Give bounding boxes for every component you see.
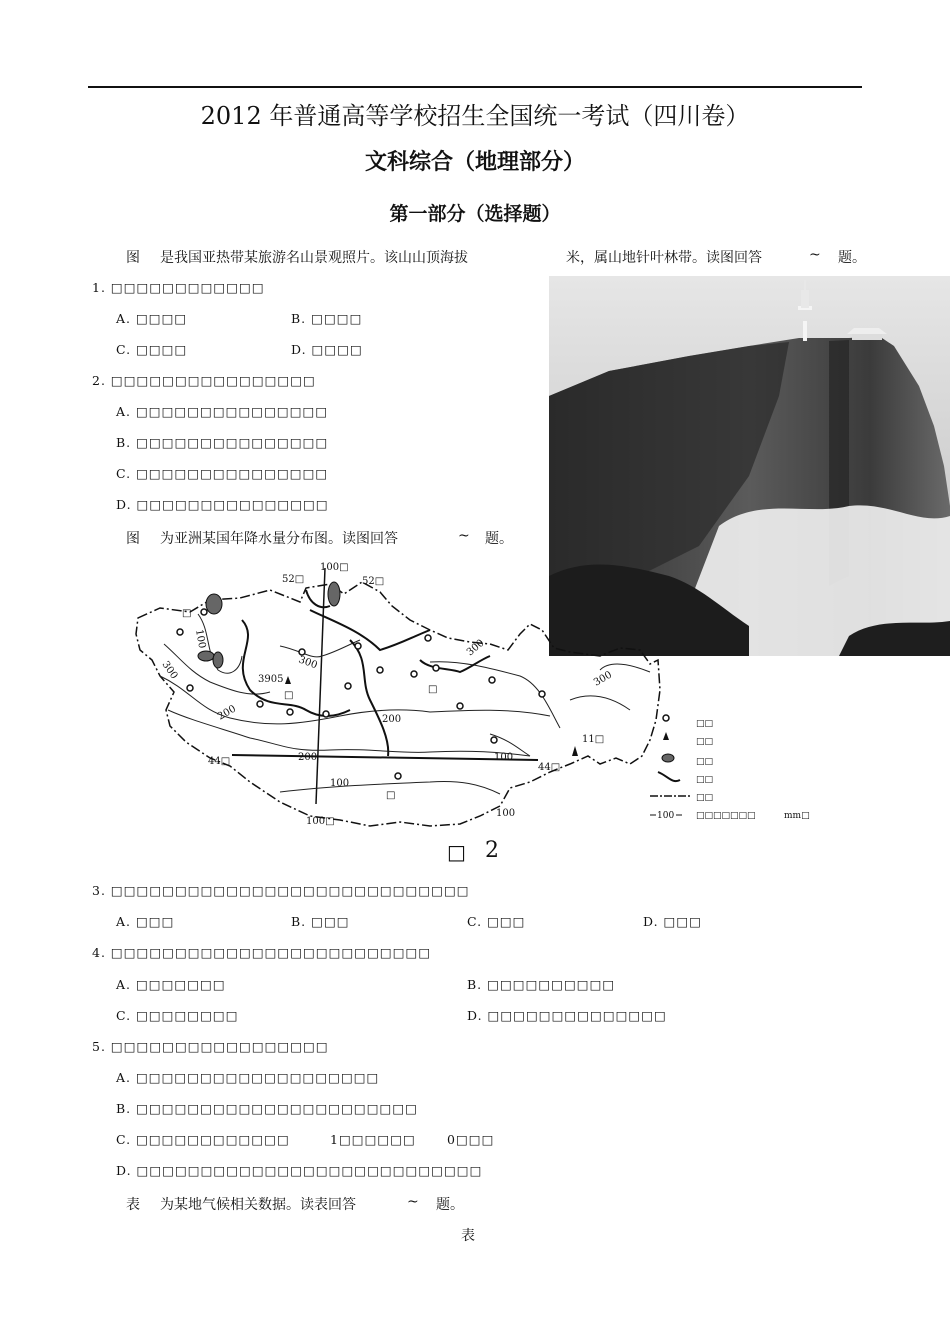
q4-option-c: C. □□□□□□□□ bbox=[116, 1008, 239, 1023]
label-lat52-right: 52□ bbox=[362, 576, 385, 587]
label-iso-100b: 100 bbox=[330, 778, 350, 789]
map-legend bbox=[650, 715, 810, 821]
meridian-100 bbox=[316, 568, 325, 804]
label-lat44-left: 44□ bbox=[208, 756, 231, 767]
fig2-label: □ bbox=[447, 840, 466, 864]
label-iso-100c: 100 bbox=[494, 752, 514, 763]
intro2-fig: 图 bbox=[126, 531, 140, 547]
legend-river: □□ bbox=[696, 775, 714, 785]
q3-option-b: B. □□□ bbox=[291, 914, 350, 929]
legend-border: □□ bbox=[696, 793, 714, 803]
legend-city: □□ bbox=[696, 719, 714, 729]
country-border bbox=[136, 582, 660, 826]
q3-option-c: C. □□□ bbox=[467, 914, 526, 929]
intro1-end: 题。 bbox=[838, 250, 866, 266]
section-title: 第一部分（选择题） bbox=[389, 203, 561, 225]
precipitation-map bbox=[130, 560, 810, 830]
peak-marker bbox=[285, 676, 291, 684]
label-lat44-right: 44□ bbox=[538, 762, 561, 773]
intro2-end: 题。 bbox=[485, 531, 513, 547]
lake-4 bbox=[213, 652, 223, 668]
precipitation-map-svg bbox=[130, 560, 810, 830]
peak-marker-2 bbox=[572, 746, 578, 756]
intro2-text: 为亚洲某国年降水量分布图。读图回答 bbox=[160, 531, 398, 547]
q3-option-d: D. □□□ bbox=[643, 914, 702, 929]
q4-option-a: A. □□□□□□□ bbox=[116, 977, 226, 992]
q5-option-c-part2: 1□□□□□□ bbox=[330, 1132, 416, 1147]
intro3-text: 为某地气候相关数据。读表回答 bbox=[160, 1197, 356, 1213]
intro1-text2: 米，属山地针叶林带。读图回答 bbox=[566, 250, 762, 266]
label-iso-100d: 100 bbox=[496, 808, 516, 819]
label-iso-100a: 100 bbox=[193, 628, 208, 650]
legend-iso-sample: 100 bbox=[657, 811, 675, 821]
label-lat52-left: 52□ bbox=[282, 574, 305, 585]
intro3-table: 表 bbox=[126, 1197, 140, 1213]
q2-option-c: C. □□□□□□□□□□□□□□□ bbox=[116, 466, 329, 481]
lake-1 bbox=[206, 594, 222, 614]
label-iso-300a: 300 bbox=[159, 659, 180, 682]
intro1-fig: 图 bbox=[126, 250, 140, 266]
q4-option-d: D. □□□□□□□□□□□□□□ bbox=[467, 1008, 667, 1023]
q1-option-d: D. □□□□ bbox=[291, 342, 363, 357]
header-rule bbox=[88, 86, 862, 88]
label-mark4: □ bbox=[386, 790, 396, 801]
intro1-tilde: ~ bbox=[809, 247, 821, 263]
q5-option-d: D. □□□□□□□□□□□□□□□□□□□□□□□□□□□ bbox=[116, 1163, 483, 1178]
q4-option-b: B. □□□□□□□□□□ bbox=[467, 977, 616, 992]
lake-2 bbox=[328, 582, 340, 606]
intro1-text: 是我国亚热带某旅游名山景观照片。该山山顶海拔 bbox=[160, 250, 468, 266]
label-iso-300c: 300 bbox=[464, 637, 487, 659]
q2-option-b: B. □□□□□□□□□□□□□□□ bbox=[116, 435, 329, 450]
q1-option-a: A. □□□□ bbox=[116, 311, 188, 326]
q2-option-a: A. □□□□□□□□□□□□□□□ bbox=[116, 404, 329, 419]
q1-option-c: C. □□□□ bbox=[116, 342, 188, 357]
lake-3 bbox=[198, 651, 214, 661]
q5-option-c-part3: 0□□□ bbox=[447, 1132, 495, 1147]
label-mark2: □ bbox=[284, 690, 294, 701]
label-mark1: □ bbox=[182, 608, 192, 619]
q1-option-b: B. □□□□ bbox=[291, 311, 363, 326]
q5-option-c: C. □□□□□□□□□□□□ bbox=[116, 1132, 290, 1147]
paper-subject: 文科综合（地理部分） bbox=[364, 150, 585, 175]
q5-stem: 5. □□□□□□□□□□□□□□□□□ bbox=[92, 1039, 329, 1054]
q2-stem: 2. □□□□□□□□□□□□□□□□ bbox=[92, 373, 316, 388]
label-peak: 3905 bbox=[258, 674, 284, 685]
label-lon-right: 11□ bbox=[582, 734, 605, 745]
intro3-end: 题。 bbox=[436, 1197, 464, 1213]
label-iso-200c: 200 bbox=[382, 714, 402, 725]
label-lon-bottom: 100□ bbox=[306, 816, 335, 827]
legend-peak: □□ bbox=[696, 737, 714, 747]
label-iso-200a: 200 bbox=[216, 703, 239, 723]
label-mark3: □ bbox=[428, 684, 438, 695]
label-iso-200b: 200 bbox=[298, 752, 318, 763]
label-lon-top: 100□ bbox=[320, 562, 349, 573]
table-caption: 表 bbox=[461, 1228, 475, 1244]
q2-option-d: D. □□□□□□□□□□□□□□□ bbox=[116, 497, 329, 512]
q3-stem: 3. □□□□□□□□□□□□□□□□□□□□□□□□□□□□ bbox=[92, 883, 470, 898]
q5-option-a: A. □□□□□□□□□□□□□□□□□□□ bbox=[116, 1070, 380, 1085]
q4-stem: 4. □□□□□□□□□□□□□□□□□□□□□□□□□ bbox=[92, 945, 432, 960]
label-iso-300d: 300 bbox=[592, 669, 615, 689]
fig2-number: 2 bbox=[485, 838, 499, 863]
q1-stem: 1. □□□□□□□□□□□□ bbox=[92, 280, 265, 295]
legend-iso-label: □□□□□□□ bbox=[696, 811, 756, 821]
legend-unit: mm□ bbox=[784, 811, 810, 821]
q3-option-a: A. □□□ bbox=[116, 914, 175, 929]
q5-option-b: B. □□□□□□□□□□□□□□□□□□□□□□ bbox=[116, 1101, 418, 1116]
label-iso-300b: 300 bbox=[296, 654, 319, 672]
intro3-tilde: ~ bbox=[407, 1194, 419, 1210]
paper-title: 2012 年普通高等学校招生全国统一考试（四川卷） bbox=[200, 102, 750, 130]
intro2-tilde: ~ bbox=[458, 528, 470, 544]
parallel-44 bbox=[232, 755, 538, 760]
legend-lake: □□ bbox=[696, 757, 714, 767]
